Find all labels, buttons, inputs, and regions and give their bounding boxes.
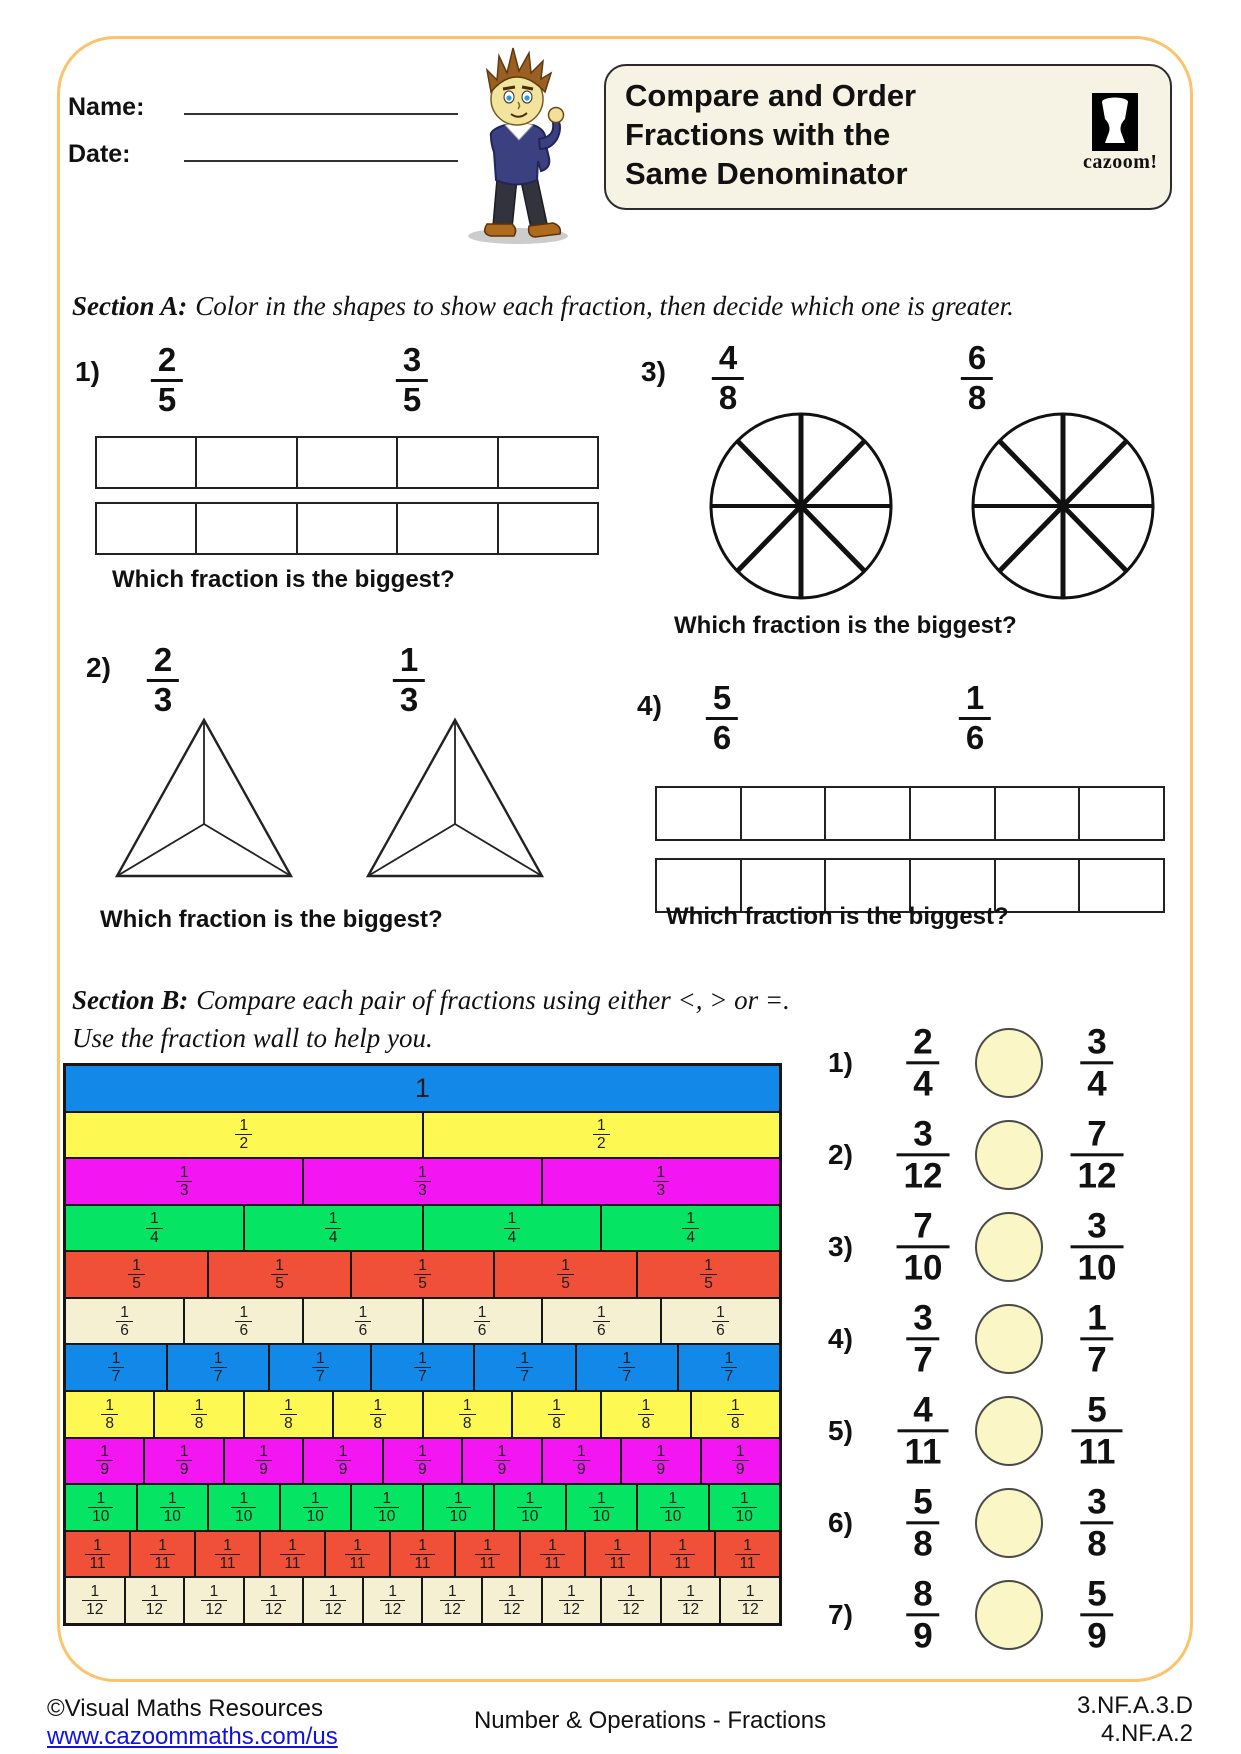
wall-cell (577, 1345, 679, 1390)
wall-fraction: $\frac{1}{9}$ (414, 1443, 431, 1478)
bar-cell[interactable] (911, 788, 996, 839)
compare-right-fraction-box (1072, 1390, 1123, 1471)
footer-standard-2: 4.NF.A.2 (1100, 1720, 1193, 1747)
wall-cell (702, 1439, 779, 1484)
problem-4-number: 4) (637, 690, 662, 721)
wall-fraction: $\frac{1}{12}$ (440, 1583, 465, 1618)
compare-number: 4) (828, 1323, 853, 1354)
compare-left-fraction-box (906, 1482, 939, 1563)
wall-fraction: $\frac{1}{11}$ (85, 1537, 109, 1572)
wall-cell (66, 1532, 131, 1577)
wall-cell (155, 1392, 244, 1437)
wall-cell (456, 1532, 521, 1577)
wall-cell (225, 1439, 304, 1484)
wall-cell (66, 1485, 138, 1530)
bar-cell[interactable] (398, 438, 498, 487)
wall-cell (602, 1392, 691, 1437)
wall-fraction: $\frac{1}{10}$ (303, 1490, 328, 1525)
problem-2-question: Which fraction is the biggest? (100, 906, 443, 933)
wall-fraction: $\frac{1}{12}$ (678, 1583, 703, 1618)
wall-fraction: $\frac{1}{12}$ (559, 1583, 584, 1618)
wall-cell (209, 1252, 352, 1297)
footer-standard-1: 3.NF.A.3.D (1076, 1692, 1193, 1719)
wall-row-5 (66, 1252, 779, 1299)
wall-fraction: $\frac{1}{10}$ (589, 1490, 614, 1525)
problem-2-right-fraction: $\frac{1}{3}$ (393, 642, 425, 719)
compare-row-7 (820, 1569, 1150, 1661)
problem-1-right-fraction: $\frac{3}{5}$ (396, 342, 428, 419)
wall-cell (495, 1485, 567, 1530)
wall-cell (679, 1345, 779, 1390)
wall-cell (304, 1299, 423, 1344)
compare-row-2 (820, 1109, 1150, 1201)
wall-fraction: $\frac{1}{8}$ (370, 1397, 387, 1432)
wall-fraction: $\frac{1}{5}$ (271, 1257, 288, 1292)
wall-cell (326, 1532, 391, 1577)
wall-cell (66, 1066, 779, 1111)
compare-number: 2) (828, 1139, 853, 1170)
wall-row-11 (66, 1532, 779, 1579)
wall-cell (602, 1206, 779, 1251)
compare-number: 5) (828, 1415, 853, 1446)
wall-cell (168, 1345, 270, 1390)
wall-cell (424, 1113, 780, 1158)
wall-cell (245, 1206, 424, 1251)
problem-3-circle-right[interactable] (969, 410, 1157, 602)
wall-fraction: $\frac{1}{12}$ (82, 1583, 107, 1618)
wall-cell (710, 1485, 780, 1530)
wall-cell (66, 1439, 145, 1484)
compare-right-fraction-box (1071, 1114, 1124, 1195)
compare-fraction: $\frac{3}{4}$ (1080, 1022, 1113, 1103)
wall-cell (423, 1578, 483, 1623)
wall-cell (622, 1439, 701, 1484)
compare-left-fraction-box (897, 1114, 950, 1195)
wall-fraction: $\frac{1}{8}$ (638, 1397, 655, 1432)
wall-fraction: $\frac{1}{7}$ (414, 1350, 431, 1385)
wall-cell (372, 1345, 474, 1390)
wall-cell (126, 1578, 186, 1623)
wall-cell (281, 1485, 353, 1530)
compare-number: 6) (828, 1507, 853, 1538)
wall-fraction: $\frac{1}{5}$ (700, 1257, 717, 1292)
wall-fraction: $\frac{1}{11}$ (670, 1537, 694, 1572)
wall-cell (270, 1345, 372, 1390)
wall-fraction: $\frac{1}{12}$ (499, 1583, 524, 1618)
wall-fraction: $\frac{1}{3}$ (176, 1164, 193, 1199)
name-label: Name: (68, 93, 145, 121)
name-line[interactable] (184, 113, 458, 115)
section-b-heading: Section B: Compare each pair of fractions using either <, > or =. (72, 985, 790, 1015)
compare-fraction: $\frac{3}{8}$ (1080, 1482, 1113, 1563)
wall-fraction: $\frac{1}{9}$ (573, 1443, 590, 1478)
wall-cell (602, 1578, 662, 1623)
wall-cell (543, 1299, 662, 1344)
wall-fraction: $\frac{1}{6}$ (712, 1304, 729, 1339)
bar-cell[interactable] (657, 788, 742, 839)
compare-fraction: $\frac{3}{12}$ (897, 1114, 950, 1195)
compare-fraction: $\frac{5}{11}$ (1072, 1390, 1123, 1471)
answer-circle[interactable] (975, 1488, 1043, 1558)
section-a-heading: Section A: Color in the shapes to show each fraction, then decide which one is greater. (72, 291, 1014, 321)
bar-cell[interactable] (1080, 788, 1163, 839)
wall-cell (424, 1392, 513, 1437)
bar-cell[interactable] (499, 504, 597, 553)
compare-fraction: $\frac{1}{7}$ (1080, 1298, 1113, 1379)
wall-fraction: $\frac{1}{10}$ (231, 1490, 256, 1525)
compare-fraction: $\frac{2}{4}$ (906, 1022, 939, 1103)
wall-row-6 (66, 1299, 779, 1346)
wall-fraction: $\frac{1}{11}$ (345, 1537, 369, 1572)
wall-fraction: $\frac{1}{4}$ (325, 1210, 342, 1245)
wall-row-1 (66, 1066, 779, 1113)
wall-fraction: $\frac{1}{2}$ (235, 1117, 252, 1152)
wall-cell (185, 1299, 304, 1344)
wall-cell (543, 1578, 603, 1623)
wall-cell (495, 1252, 638, 1297)
compare-left-fraction-box (897, 1206, 950, 1287)
compare-left-fraction-box (906, 1298, 939, 1379)
problem-1-bar-bottom[interactable] (95, 502, 599, 555)
compare-row-6 (820, 1477, 1150, 1569)
problem-2-left-fraction: $\frac{2}{3}$ (147, 642, 179, 719)
wall-fraction: $\frac{1}{12}$ (738, 1583, 763, 1618)
wall-cell (66, 1113, 424, 1158)
wall-fraction: $\frac{1}{10}$ (374, 1490, 399, 1525)
wall-cell (66, 1159, 304, 1204)
wall-cell (245, 1578, 305, 1623)
bar-cell[interactable] (298, 504, 398, 553)
bar-cell[interactable] (826, 788, 911, 839)
wall-fraction: $\frac{1}{7}$ (312, 1350, 329, 1385)
wall-fraction: $\frac{1}{10}$ (446, 1490, 471, 1525)
footer-url-link[interactable]: www.cazoommaths.com/us (47, 1723, 338, 1750)
compare-row-1 (820, 1017, 1150, 1109)
wall-cell (131, 1532, 196, 1577)
wall-cell (66, 1252, 209, 1297)
problem-3-number: 3) (641, 356, 666, 387)
djembe-drum-icon (1092, 93, 1138, 151)
wall-cell (692, 1392, 779, 1437)
wall-cell (716, 1532, 779, 1577)
wall-fraction: $\frac{1}{9}$ (96, 1443, 113, 1478)
wall-cell (424, 1299, 543, 1344)
wall-fraction: $\frac{1}{10}$ (517, 1490, 542, 1525)
wall-cell (66, 1206, 245, 1251)
wall-fraction: $\frac{1}{11}$ (150, 1537, 174, 1572)
wall-cell (145, 1439, 224, 1484)
wall-fraction: $\frac{1}{6}$ (474, 1304, 491, 1339)
wall-fraction: $\frac{1}{9}$ (255, 1443, 272, 1478)
problem-3-circle-left[interactable] (707, 410, 895, 602)
wall-cell (638, 1252, 779, 1297)
wall-fraction: $\frac{1}{11}$ (215, 1537, 239, 1572)
bar-cell[interactable] (499, 438, 597, 487)
wall-row-4 (66, 1206, 779, 1253)
wall-fraction: $\frac{1}{8}$ (101, 1397, 118, 1432)
wall-fraction: $\frac{1}{11}$ (735, 1537, 759, 1572)
wall-cell (638, 1485, 710, 1530)
wall-fraction: $\frac{1}{4}$ (682, 1210, 699, 1245)
wall-cell (721, 1578, 779, 1623)
wall-cell (304, 1578, 364, 1623)
wall-fraction: $\frac{1}{7}$ (210, 1350, 227, 1385)
wall-fraction: $\frac{1}{10}$ (160, 1490, 185, 1525)
compare-fraction: $\frac{4}{11}$ (898, 1390, 949, 1471)
compare-fraction: $\frac{8}{9}$ (906, 1574, 939, 1655)
wall-fraction: $\frac{1}{7}$ (618, 1350, 635, 1385)
answer-circle[interactable] (975, 1120, 1043, 1190)
wall-cell (66, 1299, 185, 1344)
wall-cell (384, 1439, 463, 1484)
wall-cell (483, 1578, 543, 1623)
wall-fraction: $\frac{1}{12}$ (201, 1583, 226, 1618)
section-b-heading-line2: Use the fraction wall to help you. (72, 1023, 433, 1053)
compare-left-fraction-box (898, 1390, 949, 1471)
footer-copyright: ©Visual Maths Resources (47, 1695, 324, 1722)
wall-cell (463, 1439, 542, 1484)
wall-fraction: $\frac{1}{11}$ (605, 1537, 629, 1572)
wall-cell (567, 1485, 639, 1530)
wall-fraction: $\frac{1}{10}$ (660, 1490, 685, 1525)
wall-fraction: $\frac{1}{7}$ (108, 1350, 125, 1385)
answer-circle[interactable] (975, 1396, 1043, 1466)
bar-cell[interactable] (197, 438, 297, 487)
problem-4-question: Which fraction is the biggest? (666, 903, 1009, 930)
problem-2-triangle-right[interactable] (364, 716, 546, 880)
compare-row-5 (820, 1385, 1150, 1477)
wall-fraction: $\frac{1}{12}$ (142, 1583, 167, 1618)
problem-4-bar-top[interactable] (655, 786, 1165, 841)
wall-fraction: $\frac{1}{9}$ (732, 1443, 749, 1478)
compare-number: 7) (828, 1599, 853, 1630)
wall-fraction: $\frac{1}{10}$ (732, 1490, 757, 1525)
wall-fraction: $\frac{1}{4}$ (504, 1210, 521, 1245)
wall-fraction: $\frac{1}{4}$ (146, 1210, 163, 1245)
fraction-wall (63, 1063, 782, 1626)
wall-fraction: $\frac{1}{11}$ (540, 1537, 564, 1572)
wall-fraction: $\frac{1}{8}$ (727, 1397, 744, 1432)
wall-fraction: $\frac{1}{2}$ (593, 1117, 610, 1152)
problem-1-number: 1) (75, 356, 100, 387)
wall-fraction: $\frac{1}{6}$ (593, 1304, 610, 1339)
wall-fraction: $\frac{1}{9}$ (494, 1443, 511, 1478)
wall-fraction: $\frac{1}{11}$ (410, 1537, 434, 1572)
worksheet-title: Compare and Order Fractions with the Same Denominator (625, 78, 917, 191)
bar-cell[interactable] (742, 788, 827, 839)
wall-cell (138, 1485, 210, 1530)
date-label: Date: (68, 140, 131, 168)
wall-fraction: $\frac{1}{11}$ (475, 1537, 499, 1572)
problem-2-triangle-left[interactable] (113, 716, 295, 880)
wall-cell (66, 1392, 155, 1437)
answer-circle[interactable] (975, 1028, 1043, 1098)
wall-fraction: $\frac{1}{6}$ (116, 1304, 133, 1339)
wall-cell (334, 1392, 423, 1437)
wall-cell (304, 1439, 383, 1484)
bar-cell[interactable] (97, 438, 197, 487)
wall-fraction: $\frac{1}{8}$ (548, 1397, 565, 1432)
bar-cell[interactable] (1080, 860, 1163, 911)
wall-cell (651, 1532, 716, 1577)
date-line[interactable] (184, 160, 458, 162)
wall-row-7 (66, 1345, 779, 1392)
wall-fraction: $\frac{1}{6}$ (355, 1304, 372, 1339)
bar-cell[interactable] (996, 788, 1081, 839)
problem-3-question: Which fraction is the biggest? (674, 612, 1017, 639)
compare-number: 1) (828, 1047, 853, 1078)
compare-fraction: $\frac{5}{8}$ (906, 1482, 939, 1563)
compare-fraction: $\frac{7}{10}$ (897, 1206, 950, 1287)
wall-row-8 (66, 1392, 779, 1439)
wall-fraction: $\frac{1}{8}$ (459, 1397, 476, 1432)
compare-right-fraction-box (1080, 1022, 1113, 1103)
wall-cell (185, 1578, 245, 1623)
bar-cell[interactable] (197, 504, 297, 553)
wall-row-12 (66, 1578, 779, 1623)
wall-row-3 (66, 1159, 779, 1206)
wall-cell (475, 1345, 577, 1390)
compare-fraction: $\frac{3}{7}$ (906, 1298, 939, 1379)
wall-fraction: $\frac{1}{12}$ (320, 1583, 345, 1618)
compare-row-3 (820, 1201, 1150, 1293)
answer-circle[interactable] (975, 1580, 1043, 1650)
wall-cell (586, 1532, 651, 1577)
wall-fraction: $\frac{1}{11}$ (280, 1537, 304, 1572)
wall-cell (304, 1159, 542, 1204)
wall-fraction: $\frac{1}{7}$ (721, 1350, 738, 1385)
compare-right-fraction-box (1080, 1482, 1113, 1563)
compare-left-fraction-box (906, 1022, 939, 1103)
wall-cell (245, 1392, 334, 1437)
wall-cell (424, 1485, 496, 1530)
compare-right-fraction-box (1071, 1206, 1124, 1287)
wall-cell (391, 1532, 456, 1577)
wall-fraction: $\frac{1}{12}$ (380, 1583, 405, 1618)
wall-fraction: $\frac{1}{7}$ (516, 1350, 533, 1385)
cartoon-boy-mascot (460, 40, 572, 245)
wall-cell (521, 1532, 586, 1577)
wall-row-2 (66, 1113, 779, 1160)
problem-1-question: Which fraction is the biggest? (112, 566, 455, 593)
problem-1-bar-top[interactable] (95, 436, 599, 489)
wall-cell (352, 1485, 424, 1530)
wall-fraction: $\frac{1}{10}$ (88, 1490, 113, 1525)
compare-right-fraction-box (1080, 1574, 1113, 1655)
problem-2-number: 2) (86, 652, 111, 683)
compare-number: 3) (828, 1231, 853, 1262)
wall-label-one: 1 (414, 1072, 431, 1103)
bar-cell[interactable] (97, 504, 197, 553)
problem-3-left-fraction: $\frac{4}{8}$ (712, 340, 744, 417)
answer-circle[interactable] (975, 1212, 1043, 1282)
wall-cell (662, 1578, 722, 1623)
problem-4-right-fraction: $\frac{1}{6}$ (959, 680, 991, 757)
wall-fraction: $\frac{1}{5}$ (414, 1257, 431, 1292)
compare-fraction: $\frac{5}{9}$ (1080, 1574, 1113, 1655)
problem-4-left-fraction: $\frac{5}{6}$ (706, 680, 738, 757)
compare-fraction: $\frac{7}{12}$ (1071, 1114, 1124, 1195)
wall-row-10 (66, 1485, 779, 1532)
wall-cell (261, 1532, 326, 1577)
wall-cell (364, 1578, 424, 1623)
wall-cell (543, 1439, 622, 1484)
compare-right-fraction-box (1080, 1298, 1113, 1379)
wall-cell (66, 1578, 126, 1623)
wall-fraction: $\frac{1}{3}$ (414, 1164, 431, 1199)
problem-3-right-fraction: $\frac{6}{8}$ (961, 340, 993, 417)
wall-fraction: $\frac{1}{9}$ (335, 1443, 352, 1478)
answer-circle[interactable] (975, 1304, 1043, 1374)
wall-cell (513, 1392, 602, 1437)
wall-fraction: $\frac{1}{5}$ (128, 1257, 145, 1292)
wall-fraction: $\frac{1}{9}$ (652, 1443, 669, 1478)
wall-fraction: $\frac{1}{8}$ (280, 1397, 297, 1432)
wall-fraction: $\frac{1}{12}$ (618, 1583, 643, 1618)
wall-fraction: $\frac{1}{5}$ (557, 1257, 574, 1292)
wall-cell (424, 1206, 603, 1251)
wall-cell (196, 1532, 261, 1577)
wall-cell (543, 1159, 779, 1204)
problem-1-left-fraction: $\frac{2}{5}$ (151, 342, 183, 419)
wall-fraction: $\frac{1}{12}$ (261, 1583, 286, 1618)
wall-fraction: $\frac{1}{6}$ (235, 1304, 252, 1339)
wall-cell (66, 1345, 168, 1390)
wall-cell (352, 1252, 495, 1297)
bar-cell[interactable] (398, 504, 498, 553)
wall-row-9 (66, 1439, 779, 1486)
wall-cell (209, 1485, 281, 1530)
footer-strand: Number & Operations - Fractions (473, 1707, 827, 1734)
wall-fraction: $\frac{1}{9}$ (176, 1443, 193, 1478)
compare-fraction: $\frac{3}{10}$ (1071, 1206, 1124, 1287)
wall-fraction: $\frac{1}{3}$ (653, 1164, 670, 1199)
wall-cell (662, 1299, 779, 1344)
cazoom-logo (1083, 93, 1158, 174)
wall-fraction: $\frac{1}{8}$ (191, 1397, 208, 1432)
compare-row-4 (820, 1293, 1150, 1385)
logo-wordmark: cazoom! (1083, 151, 1158, 173)
compare-left-fraction-box (906, 1574, 939, 1655)
bar-cell[interactable] (298, 438, 398, 487)
